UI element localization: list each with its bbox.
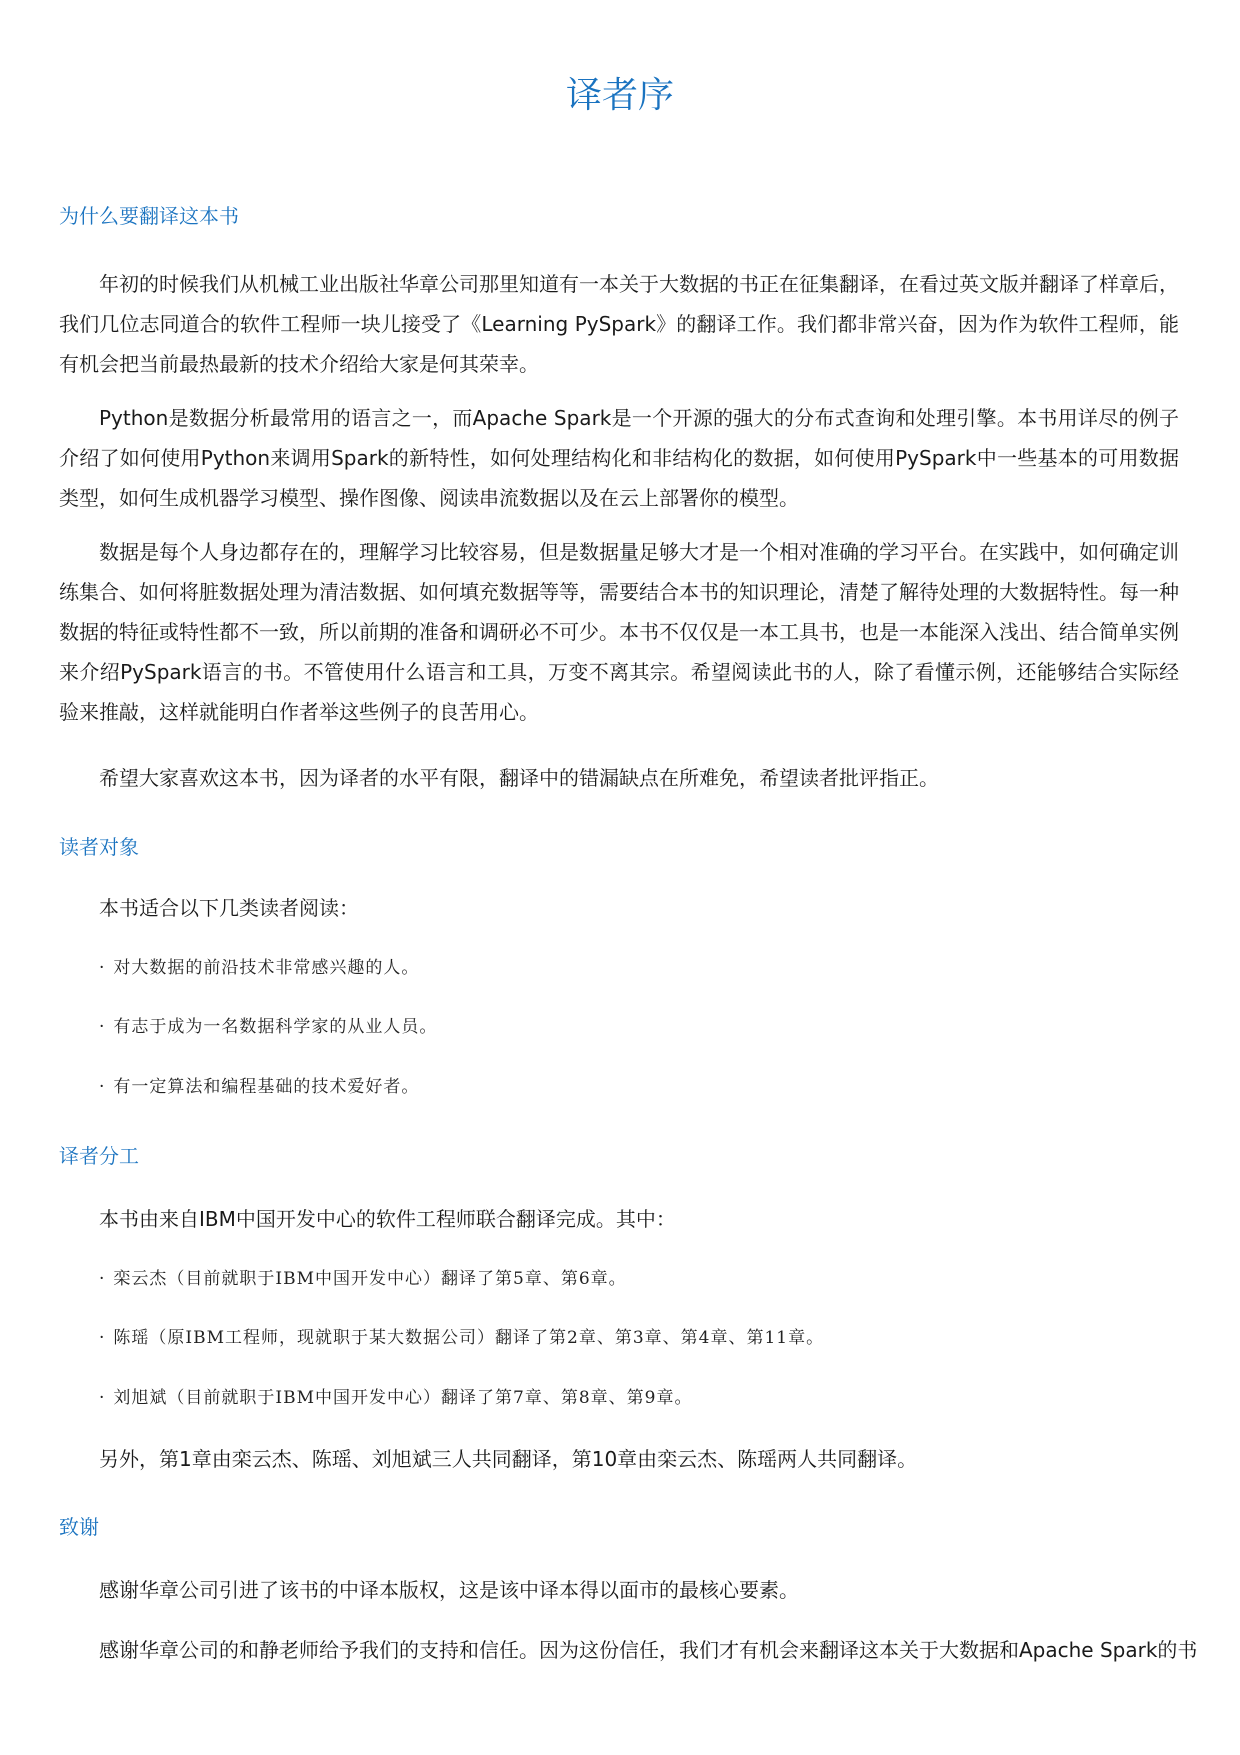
- paragraph-why-3: 数据是每个人身边都存在的，理解学习比较容易，但是数据量足够大才是一个相对准确的学习平台。在实践中，如何确定训练集合、如何将脏数据处理为清洁数据、如何填充数据等等，需要结合本书的知识理论，清楚了解待处理的大数据特性。每一种数据的特征或特性都不一致，所以前期的准备和调研必不可少。本书不仅仅是一本工具书，也是一本能深入浅出、结合简单实例来介绍PySpark语言的书。不管使用什么语言和工具，万变不离其宗。希望阅读此书的人，除了看懂示例，还能够结合实际经验来推敲，这样就能明白作者举这些例子的良苦用心。: [59, 540, 1179, 724]
- list-item: [99, 1385, 692, 1411]
- paragraph-why-4: 希望大家喜欢这本书，因为译者的水平有限，翻译中的错漏缺点在所难免，希望读者批评指正。: [99, 766, 939, 790]
- paragraph-why-1: 年初的时候我们从机械工业出版社华章公司那里知道有一本关于大数据的书正在征集翻译，在看过英文版并翻译了样章后，我们几位志同道合的软件工程师一块儿接受了《Learning PySpark》的翻译工作。我们都非常兴奋，因为作为软件工程师，能有机会把当前最热最新的技术介绍给大家是何其荣幸。: [59, 272, 1179, 376]
- section-heading-audience: 读者对象: [59, 835, 139, 859]
- section-heading-why: 为什么要翻译这本书: [59, 204, 239, 228]
- bullet-mark: ·: [99, 1017, 106, 1037]
- division-outro: 另外，第1章由栾云杰、陈瑶、刘旭斌三人共同翻译，第10章由栾云杰、陈瑶两人共同翻译。: [99, 1447, 918, 1471]
- bullet-mark: ·: [99, 1077, 106, 1097]
- list-item: [99, 1074, 419, 1100]
- list-item: [99, 1325, 824, 1351]
- page-title: 译者序: [565, 75, 674, 116]
- bullet-mark: ·: [99, 958, 106, 978]
- bullet-mark: ·: [99, 1388, 106, 1408]
- bullet-mark: ·: [99, 1269, 106, 1289]
- list-item-text: 栾云杰（目前就职于IBM中国开发中心）翻译了第5章、第6章。: [113, 1269, 627, 1289]
- division-intro: 本书由来自IBM中国开发中心的软件工程师联合翻译完成。其中：: [99, 1207, 676, 1231]
- list-item-text: 有一定算法和编程基础的技术爱好者。: [113, 1077, 420, 1097]
- thanks-line-2: 感谢华章公司的和静老师给予我们的支持和信任。因为这份信任，我们才有机会来翻译这本关于大数据和Apache Spark的书: [99, 1638, 1198, 1662]
- list-item-text: 刘旭斌（目前就职于IBM中国开发中心）翻译了第7章、第8章、第9章。: [113, 1388, 693, 1408]
- section-heading-thanks: 致谢: [59, 1515, 99, 1539]
- list-item-text: 陈瑶（原IBM工程师，现就职于某大数据公司）翻译了第2章、第3章、第4章、第11章。: [113, 1328, 825, 1348]
- audience-intro: 本书适合以下几类读者阅读：: [99, 896, 359, 920]
- list-item: [99, 1266, 627, 1292]
- list-item: [99, 1014, 437, 1040]
- thanks-line-1: 感谢华章公司引进了该书的中译本版权，这是该中译本得以面市的最核心要素。: [99, 1578, 799, 1602]
- paragraph-why-2: Python是数据分析最常用的语言之一，而Apache Spark是一个开源的强大的分布式查询和处理引擎。本书用详尽的例子介绍了如何使用Python来调用Spark的新特性，如何处理结构化和非结构化的数据，如何使用PySpark中一些基本的可用数据类型，如何生成机器学习模型、操作图像、阅读串流数据以及在云上部署你的模型。: [59, 406, 1179, 510]
- list-item: [99, 955, 419, 981]
- list-item-text: 有志于成为一名数据科学家的从业人员。: [113, 1017, 438, 1037]
- section-heading-division: 译者分工: [59, 1144, 139, 1168]
- list-item-text: 对大数据的前沿技术非常感兴趣的人。: [113, 958, 420, 978]
- bullet-mark: ·: [99, 1328, 106, 1348]
